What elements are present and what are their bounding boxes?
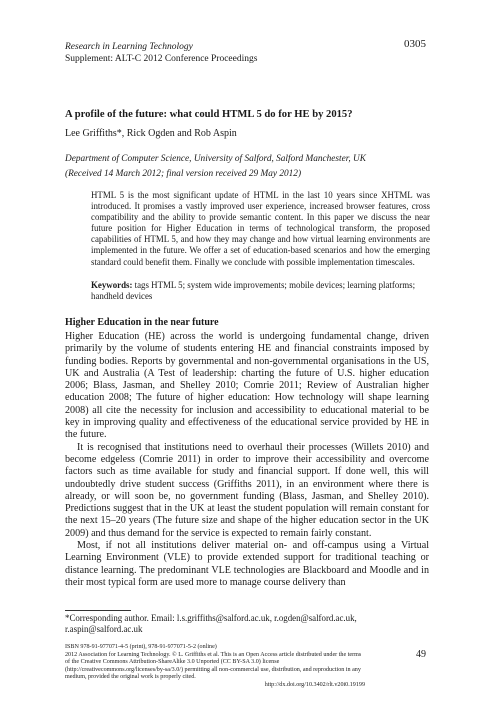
copyright-notice: 2012 Association for Learning Technology. © L. Griffiths et al. This is an Open Access article distributed under the terms of the Creative Commons Attribution-ShareAlike 3.0 Unported (CC BY-SA 3.0) license (http://creativecommons.org/licenses/by-sa/3.0/) permitting all non-commercial use, distribution, and reproduction in any medium, provided the original work is properly cited.	[65, 651, 362, 681]
abstract: HTML 5 is the most significant update of HTML in the last 10 years since XHTML was introduced. It promises a vastly improved user experience, increased browser features, cross compatibility and the ability to provide semantic content. In this paper we discuss the near future position for Higher Education in terms of technological transform, the proposed capabilities of HTML 5, and how they may change and how virtual learning environments are implemented in the future. We offer a set of education-based scenarios and how the emerging standard could benefit them. Finally we conclude with possible implementation timescales.	[91, 190, 430, 267]
isbn-line: ISBN 978-91-977071-4-5 (print), 978-91-977071-5-2 (online)	[65, 644, 217, 650]
corresponding-author-note: *Corresponding author. Email: l.s.griffiths@salford.ac.uk, r.ogden@salford.ac.uk, r.aspin@salford.ac.uk	[65, 613, 357, 634]
supplement-name: Supplement: ALT-C 2012 Conference Proceedings	[65, 54, 258, 64]
running-header	[65, 41, 257, 65]
article-authors: Lee Griffiths*, Rick Ogden and Rob Aspin	[65, 128, 237, 139]
doi-link: http://dx.doi.org/10.3402/rlt.v20i0.19199	[264, 681, 365, 688]
body-paragraph: Higher Education (HE) across the world is undergoing fundamental change, driven primarily by the volume of students entering HE and financial constraints imposed by funding bodies. Reports by governmental and non-governmental organisations in the US, UK and Australia (A Test of leadership: charting the future of U.S. higher education 2006; Blass, Jasman, and Shelley 2010; Comrie 2011; Review of Australian higher education 2008; The future of higher education: How technology will shape learning 2008) all cite the necessity for inclusion and accessibility to educational material to be key in improving quality and effectiveness of the educational service provided by HE in the future.	[65, 331, 429, 441]
received-dates: (Received 14 March 2012; final version received 29 May 2012)	[65, 169, 302, 179]
article-title: A profile of the future: what could HTML 5 do for HE by 2015?	[65, 109, 353, 120]
keywords-label: Keywords:	[91, 280, 133, 290]
body-paragraph: Most, if not all institutions deliver material on- and off-campus using a Virtual Learning Environment (VLE) to provide extended support for traditional teaching or distance learning. The predominant VLE technologies are Blackboard and Moodle and in their most typical form are used more to manage course delivery than	[65, 540, 429, 588]
journal-name: Research in Learning Technology	[65, 42, 193, 52]
footnote-rule	[65, 610, 131, 611]
section-body	[65, 331, 429, 589]
section-heading: Higher Education in the near future	[65, 317, 219, 328]
footer-page-number: 49	[416, 649, 426, 660]
keywords-list: tags HTML 5; system wide improvements; mobile devices; learning platforms; handheld devices	[91, 280, 416, 302]
header-page-number: 0305	[404, 38, 426, 50]
body-paragraph: It is recognised that institutions need to overhaul their processes (Willets 2010) and become edgeless (Comrie 2011) in order to improve their accessibility and overcome factors such as time available for study and financial support. If done well, this will undoubtedly drive student success (Griffiths 2011), in an environment where there is already, or will soon be, no government funding (Blass, Jasman, and Shelley 2010). Predictions suggest that in the UK at least the student population will remain constant for the next 15–20 years (The future size and shape of the higher education sector in the UK 2009) and thus demand for the service is expected to remain fairly constant.	[65, 441, 429, 539]
publication-info	[65, 644, 365, 690]
keywords	[91, 280, 430, 302]
author-affiliation: Department of Computer Science, University of Salford, Salford Manchester, UK	[65, 154, 366, 164]
